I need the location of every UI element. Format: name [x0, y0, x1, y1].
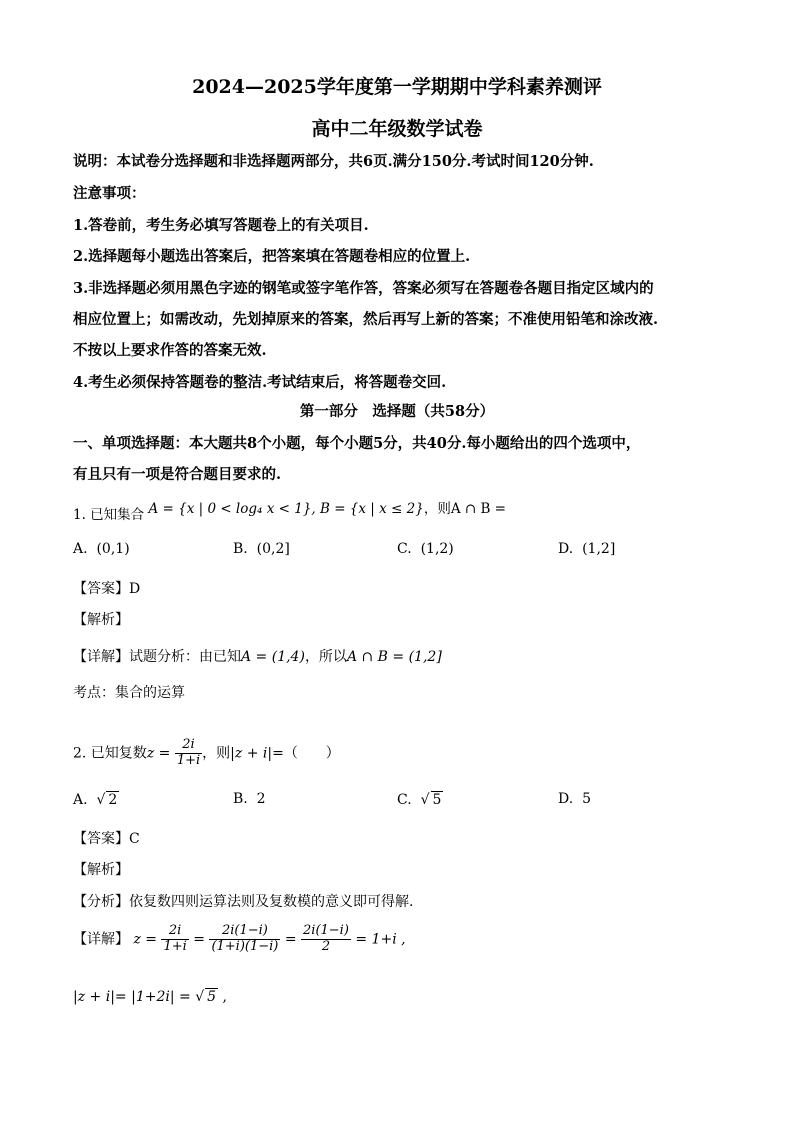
question-1-stem — [73, 503, 506, 523]
note-3-line-3: 不按以上要求作答的答案无效. — [73, 342, 267, 359]
question-2-modulus-line: |z + i|= |1+2i| = √ 5 , — [73, 989, 227, 1005]
question-2-option-a: A. √ 2 — [73, 792, 118, 808]
question-1-analysis-label: 【解析】 — [73, 612, 129, 628]
question-2-answer-value: C — [129, 831, 140, 847]
note-3-line-2: 相应位置上；如需改动，先划掉原来的答案，然后再写上新的答案；不准使用铅笔和涂改液. — [73, 311, 659, 328]
question-1-kaodian: 考点：集合的运算 — [73, 685, 185, 701]
question-2-detail: 【详解】 z = $\frac{2i}{1+i}$ = $\frac{2i(1-i)}{(1+i)(1-i)}$ = $\frac{2i(1-i)}{2}$ = 1+i , — [73, 923, 406, 954]
question-2-fraction: $\frac{2i}{1+i}$ — [176, 737, 201, 768]
section-heading: 第一部分 选择题（共58分） — [299, 403, 495, 420]
question-1-detail: 【详解】试题分析：由已知A = (1,4)，所以A ∩ B = (1,2] — [73, 649, 442, 665]
exam-subtitle: 高中二年级数学试卷 — [311, 118, 483, 140]
section-desc-line-2: 有且只有一项是符合题目要求的. — [73, 466, 282, 483]
question-1-answer: 【答案】D — [73, 581, 141, 597]
note-4: 4.考生必须保持答题卷的整洁.考试结束后，将答题卷交回. — [73, 374, 447, 391]
question-1-option-b: B. (0,2] — [233, 541, 290, 557]
section-desc-line-1: 一、单项选择题：本大题共8个小题，每个小题5分，共40分.每小题给出的四个选项中， — [73, 435, 641, 452]
question-1-prefix: 1. 已知集合 — [73, 507, 145, 523]
question-1-set-a: A = {x | 0 < log₄ x < 1} — [148, 501, 312, 517]
question-2-fenxi: 【分析】依复数四则运算法则及复数模的意义即可得解. — [73, 894, 414, 910]
question-1-option-c: C. (1,2) — [397, 541, 454, 557]
detail-fraction-1: $\frac{2i}{1+i}$ — [163, 923, 187, 954]
question-1-option-d: D. (1,2] — [558, 541, 616, 557]
instructions-explain: 说明：本试卷分选择题和非选择题两部分，共6页.满分150分.考试时间120分钟. — [73, 153, 594, 170]
note-2: 2.选择题每小题选出答案后，把答案填在答题卷相应的位置上. — [73, 248, 471, 265]
question-2-option-b: B. 2 — [233, 791, 266, 807]
question-2-stem: 2. 已知复数z = $\frac{2i}{1+i}$ ，则|z + i|=（ ） — [73, 737, 340, 768]
question-1-set-b: , B = {x | x ≤ 2} — [311, 501, 424, 517]
question-1-suffix: ，则A ∩ B = — [423, 501, 506, 517]
note-3-line-1: 3.非选择题必须用黑色字迹的钢笔或签字笔作答，答案必须写在答题卷各题目指定区域内的 — [73, 280, 654, 297]
question-2-analysis-label: 【解析】 — [73, 862, 129, 878]
notes-title: 注意事项： — [73, 185, 146, 202]
question-1-answer-value: D — [129, 581, 141, 597]
note-1: 1.答卷前，考生务必填写答题卷上的有关项目. — [73, 217, 369, 234]
detail-fraction-3: $\frac{2i(1-i)}{2}$ — [303, 923, 349, 954]
question-1-option-a: A. (0,1) — [73, 541, 130, 557]
question-2-option-d: D. 5 — [558, 791, 592, 807]
question-2-answer: 【答案】C — [73, 831, 140, 847]
exam-title: 2024—2025学年度第一学期期中学科素养测评 — [192, 76, 602, 98]
question-2-option-c: C. √ 5 — [397, 792, 442, 808]
detail-fraction-2: $\frac{2i(1-i)}{(1+i)(1-i)}$ — [211, 923, 279, 954]
